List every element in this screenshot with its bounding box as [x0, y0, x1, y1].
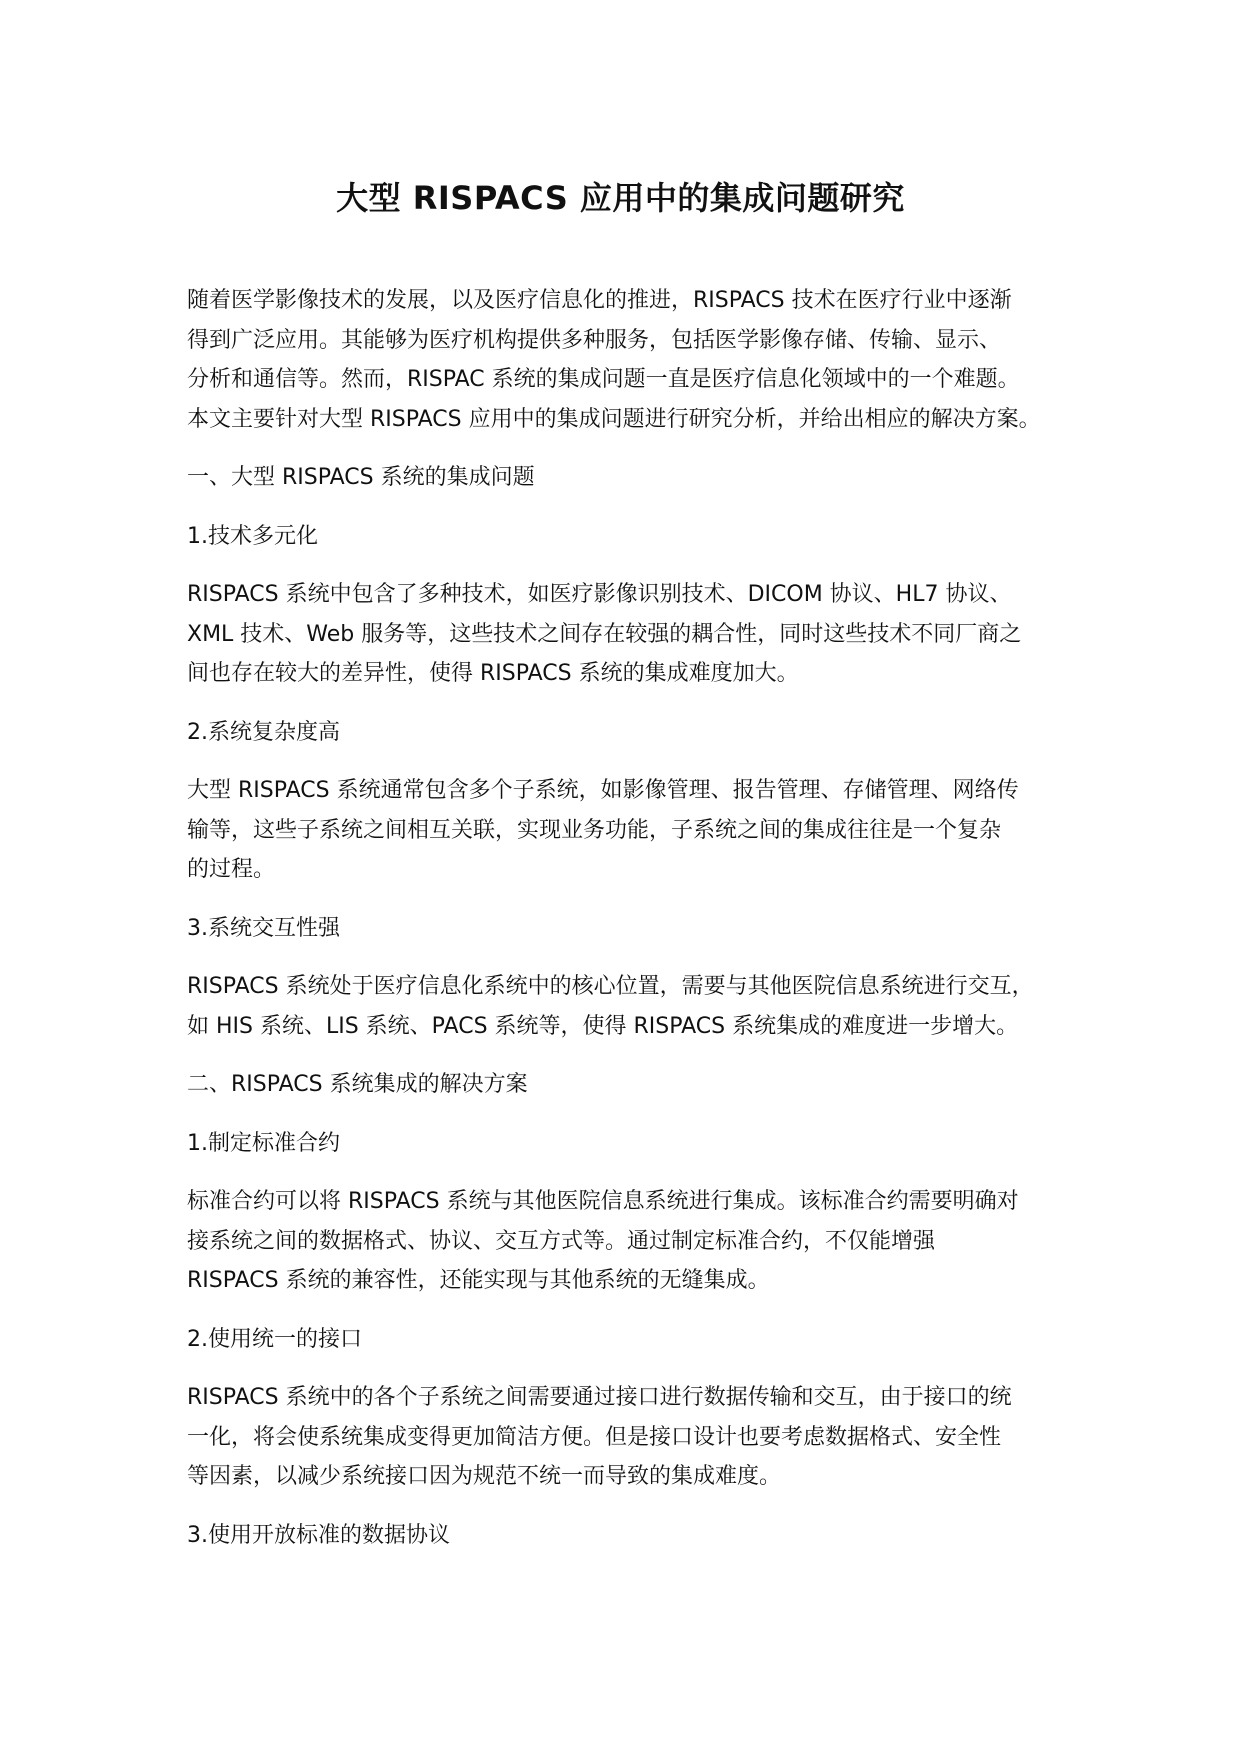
- section-heading-2: 二、RISPACS 系统集成的解决方案: [187, 1072, 528, 1097]
- section-heading-1: 一、大型 RISPACS 系统的集成问题: [187, 465, 535, 490]
- subsection-heading-1-3: 3.系统交互性强: [187, 915, 340, 941]
- paragraph-1-1: [187, 575, 1087, 694]
- paragraph-line: 随着医学影像技术的发展，以及医疗信息化的推进，RISPACS 技术在医疗行业中逐渐: [187, 288, 1012, 313]
- page-title: 大型 RISPACS 应用中的集成问题研究: [336, 179, 905, 217]
- paragraph-1-2: [187, 771, 1087, 890]
- paragraph-2-2: [187, 1378, 1087, 1497]
- paragraph-line: RISPACS 系统中包含了多种技术，如医疗影像识别技术、DICOM 协议、HL7 协议、: [187, 582, 1012, 607]
- paragraph-line: 标准合约可以将 RISPACS 系统与其他医院信息系统进行集成。该标准合约需要明确对: [187, 1189, 1019, 1214]
- paragraph-line: 间也存在较大的差异性，使得 RISPACS 系统的集成难度加大。: [187, 661, 799, 686]
- document-body: [187, 281, 1087, 1574]
- paragraph-line: 等因素，以减少系统接口因为规范不统一而导致的集成难度。: [187, 1464, 782, 1489]
- paragraph-1-3: [187, 967, 1087, 1046]
- paragraph-line: 一化，将会使系统集成变得更加简洁方便。但是接口设计也要考虑数据格式、安全性: [187, 1424, 1002, 1450]
- paragraph-2-1: [187, 1182, 1087, 1301]
- subsection-heading-1-1: 1.技术多元化: [187, 523, 318, 549]
- paragraph-line: 的过程。: [187, 857, 276, 882]
- subsection-heading-2-1: 1.制定标准合约: [187, 1130, 340, 1156]
- paragraph-line: RISPACS 系统中的各个子系统之间需要通过接口进行数据传输和交互，由于接口的统: [187, 1385, 1012, 1410]
- intro-paragraph: [187, 281, 1087, 439]
- paragraph-line: 本文主要针对大型 RISPACS 应用中的集成问题进行研究分析，并给出相应的解决方案。: [187, 406, 1041, 432]
- paragraph-line: 接系统之间的数据格式、协议、交互方式等。通过制定标准合约，不仅能增强: [187, 1228, 936, 1254]
- paragraph-line: 得到广泛应用。其能够为医疗机构提供多种服务，包括医学影像存储、传输、显示、: [187, 327, 1002, 353]
- paragraph-line: RISPACS 系统的兼容性，还能实现与其他系统的无缝集成。: [187, 1268, 770, 1293]
- paragraph-line: XML 技术、Web 服务等，这些技术之间存在较强的耦合性，同时这些技术不同厂商之: [187, 621, 1022, 647]
- paragraph-line: RISPACS 系统处于医疗信息化系统中的核心位置，需要与其他医院信息系统进行交互，: [187, 974, 1034, 999]
- paragraph-line: 输等，这些子系统之间相互关联，实现业务功能，子系统之间的集成往往是一个复杂: [187, 817, 1002, 843]
- paragraph-line: 分析和通信等。然而，RISPAC 系统的集成问题一直是医疗信息化领域中的一个难题。: [187, 367, 1020, 392]
- subsection-heading-2-3: 3.使用开放标准的数据协议: [187, 1522, 450, 1548]
- subsection-heading-1-2: 2.系统复杂度高: [187, 719, 340, 745]
- subsection-heading-2-2: 2.使用统一的接口: [187, 1326, 362, 1352]
- paragraph-line: 大型 RISPACS 系统通常包含多个子系统，如影像管理、报告管理、存储管理、网络传: [187, 778, 1019, 803]
- paragraph-line: 如 HIS 系统、LIS 系统、PACS 系统等，使得 RISPACS 系统集成的难度进一步增大。: [187, 1013, 1019, 1039]
